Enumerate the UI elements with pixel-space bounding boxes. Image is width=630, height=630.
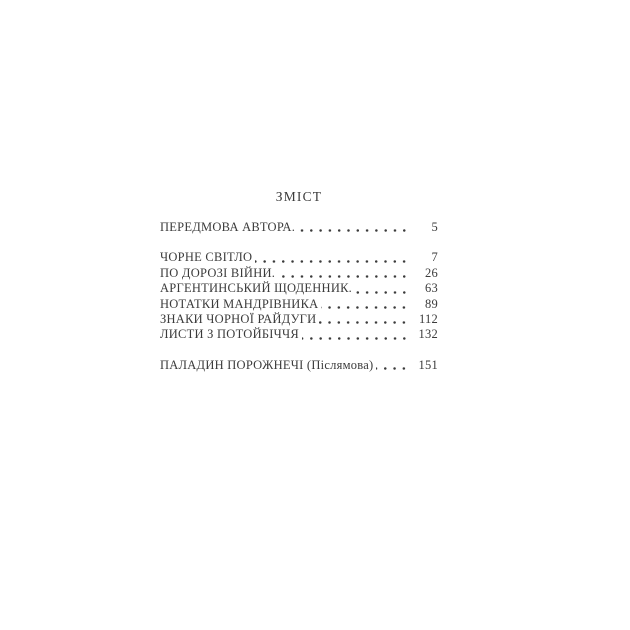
dot-leader xyxy=(302,327,409,342)
toc-entry xyxy=(160,312,438,327)
dot-leader xyxy=(298,220,409,235)
table-of-contents xyxy=(160,188,438,373)
dot-leader xyxy=(321,297,409,312)
toc-entry-title: ЧОРНЕ СВІТЛО xyxy=(160,250,253,265)
toc-entry-page-number: 89 xyxy=(425,296,438,311)
toc-entry-title: НОТАТКИ МАНДРІВНИКА xyxy=(160,296,319,311)
dot-leader xyxy=(319,312,409,327)
toc-entry xyxy=(160,266,438,281)
toc-entry xyxy=(160,327,438,342)
toc-entry-title: ЗНАКИ ЧОРНОЇ РАЙДУГИ xyxy=(160,312,317,327)
toc-entries xyxy=(160,220,438,373)
toc-entry-title: ПО ДОРОЗІ ВІЙНИ. xyxy=(160,265,276,280)
toc-entry-page-number: 132 xyxy=(418,327,438,342)
toc-entry-title: АРГЕНТИНСЬКИЙ ЩОДЕННИК. xyxy=(160,281,353,296)
toc-entry xyxy=(160,358,438,373)
dot-leader xyxy=(376,358,409,373)
toc-entry xyxy=(160,220,438,235)
dot-leader xyxy=(255,250,409,265)
toc-entry-page-number: 151 xyxy=(418,357,438,372)
toc-entry xyxy=(160,297,438,312)
toc-entry xyxy=(160,250,438,265)
toc-entry-page-number: 112 xyxy=(418,312,438,327)
toc-entry-page-number: 5 xyxy=(431,220,438,234)
toc-entry-page-number: 26 xyxy=(425,265,438,280)
toc-entry xyxy=(160,281,438,296)
toc-entry-page-number: 63 xyxy=(425,281,438,296)
toc-entry-title: ЛИСТИ З ПОТОЙБІЧЧЯ xyxy=(160,327,300,342)
toc-title: ЗМІСТ xyxy=(275,189,323,204)
toc-entry-page-number: 7 xyxy=(431,250,438,265)
dot-leader xyxy=(278,266,409,281)
toc-entry-title: ПЕРЕДМОВА АВТОРА. xyxy=(160,220,296,234)
toc-entry-title: ПАЛАДИН ПОРОЖНЕЧІ (Післямова) xyxy=(160,357,374,372)
dot-leader xyxy=(355,281,409,296)
